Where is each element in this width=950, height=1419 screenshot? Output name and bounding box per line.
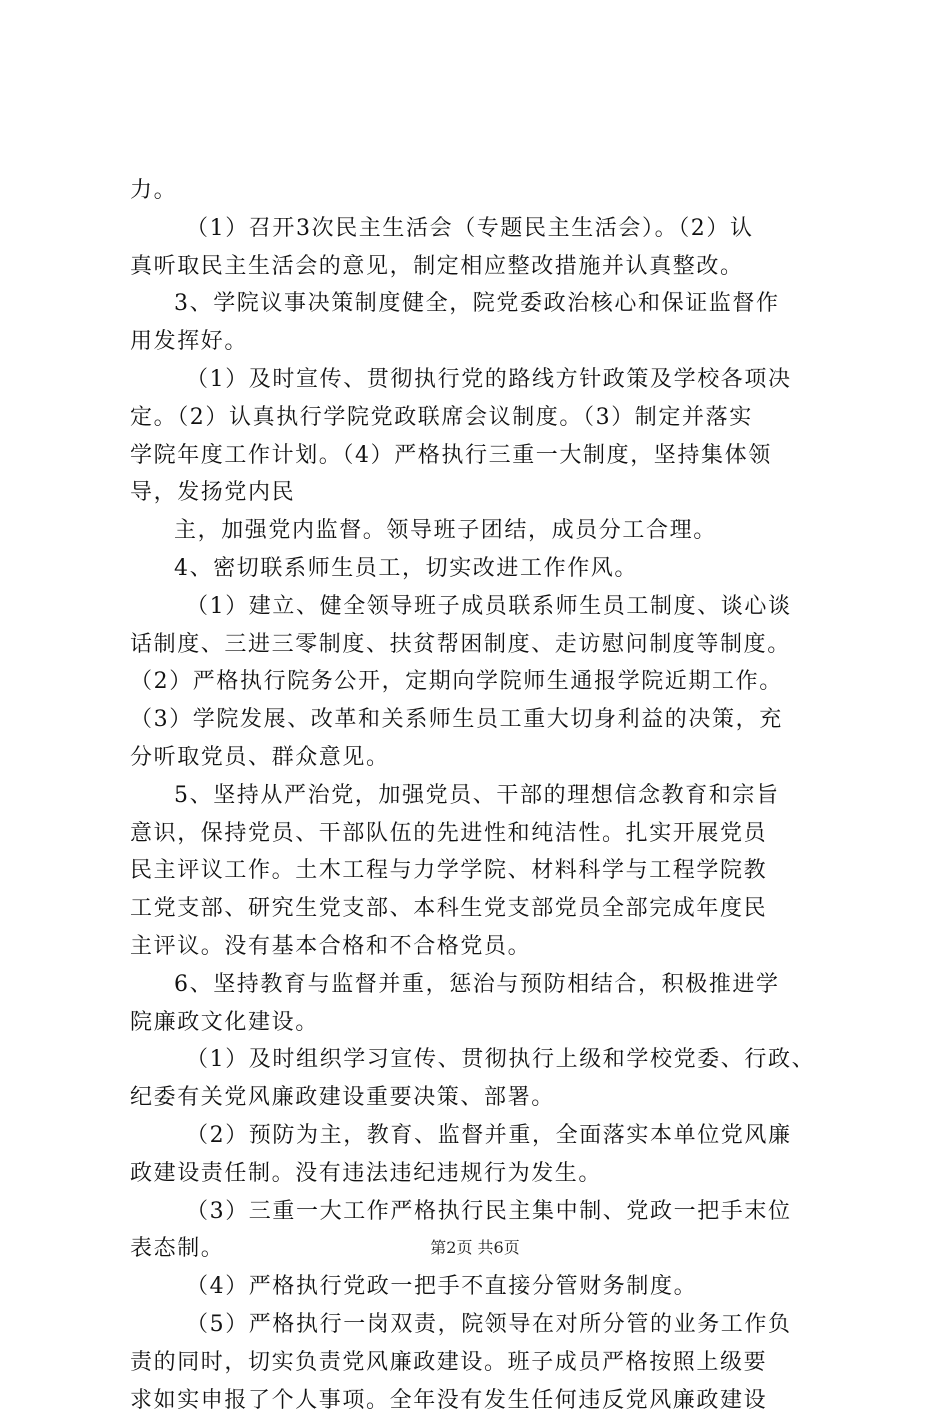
text-line: （5）严格执行一岗双责，院领导在对所分管的业务工作负 <box>130 1306 830 1344</box>
text-line: 表态制。 <box>130 1230 830 1268</box>
text-line: 6、坚持教育与监督并重，惩治与预防相结合，积极推进学 <box>130 966 830 1004</box>
text-line: 话制度、三进三零制度、扶贫帮困制度、走访慰问制度等制度。 <box>130 626 830 664</box>
text-line: 纪委有关党风廉政建设重要决策、部署。 <box>130 1079 830 1117</box>
text-line: 工党支部、研究生党支部、本科生党支部党员全部完成年度民 <box>130 890 830 928</box>
text-line: 导，发扬党内民 <box>130 474 830 512</box>
text-line: 民主评议工作。土木工程与力学学院、材料科学与工程学院教 <box>130 852 830 890</box>
page-footer: 第2页 共6页 <box>0 1238 950 1258</box>
text-line: 主，加强党内监督。领导班子团结，成员分工合理。 <box>130 512 830 550</box>
text-line: 政建设责任制。没有违法违纪违规行为发生。 <box>130 1155 830 1193</box>
text-line: 分听取党员、群众意见。 <box>130 739 830 777</box>
text-line: 院廉政文化建设。 <box>130 1004 830 1042</box>
text-line: 4、密切联系师生员工，切实改进工作作风。 <box>130 550 830 588</box>
text-line: 真听取民主生活会的意见，制定相应整改措施并认真整改。 <box>130 248 830 286</box>
text-line: （1）召开3次民主生活会（专题民主生活会）。（2）认 <box>130 210 830 248</box>
text-line: 3、学院议事决策制度健全，院党委政治核心和保证监督作 <box>130 285 830 323</box>
text-line: 责的同时，切实负责党风廉政建设。班子成员严格按照上级要 <box>130 1344 830 1382</box>
text-line: 主评议。没有基本合格和不合格党员。 <box>130 928 830 966</box>
text-line: （1）及时宣传、贯彻执行党的路线方针政策及学校各项决 <box>130 361 830 399</box>
document-body <box>130 172 830 1419</box>
text-line: （2）预防为主，教育、监督并重，全面落实本单位党风廉 <box>130 1117 830 1155</box>
text-line: （1）建立、健全领导班子成员联系师生员工制度、谈心谈 <box>130 588 830 626</box>
text-line: （2）严格执行院务公开，定期向学院师生通报学院近期工作。 <box>130 663 830 701</box>
text-line: 5、坚持从严治党，加强党员、干部的理想信念教育和宗旨 <box>130 777 830 815</box>
text-line: 学院年度工作计划。（4）严格执行三重一大制度，坚持集体领 <box>130 437 830 475</box>
text-line: 定。（2）认真执行学院党政联席会议制度。（3）制定并落实 <box>130 399 830 437</box>
text-line: 力。 <box>130 172 830 210</box>
text-line: （3）学院发展、改革和关系师生员工重大切身利益的决策，充 <box>130 701 830 739</box>
text-line: （1）及时组织学习宣传、贯彻执行上级和学校党委、行政、 <box>130 1041 830 1079</box>
text-line: （4）严格执行党政一把手不直接分管财务制度。 <box>130 1268 830 1306</box>
text-line: （3）三重一大工作严格执行民主集中制、党政一把手末位 <box>130 1193 830 1231</box>
text-line: 用发挥好。 <box>130 323 830 361</box>
text-line: 求如实申报了个人事项。全年没有发生任何违反党风廉政建设 <box>130 1382 830 1419</box>
text-line: 意识，保持党员、干部队伍的先进性和纯洁性。扎实开展党员 <box>130 815 830 853</box>
